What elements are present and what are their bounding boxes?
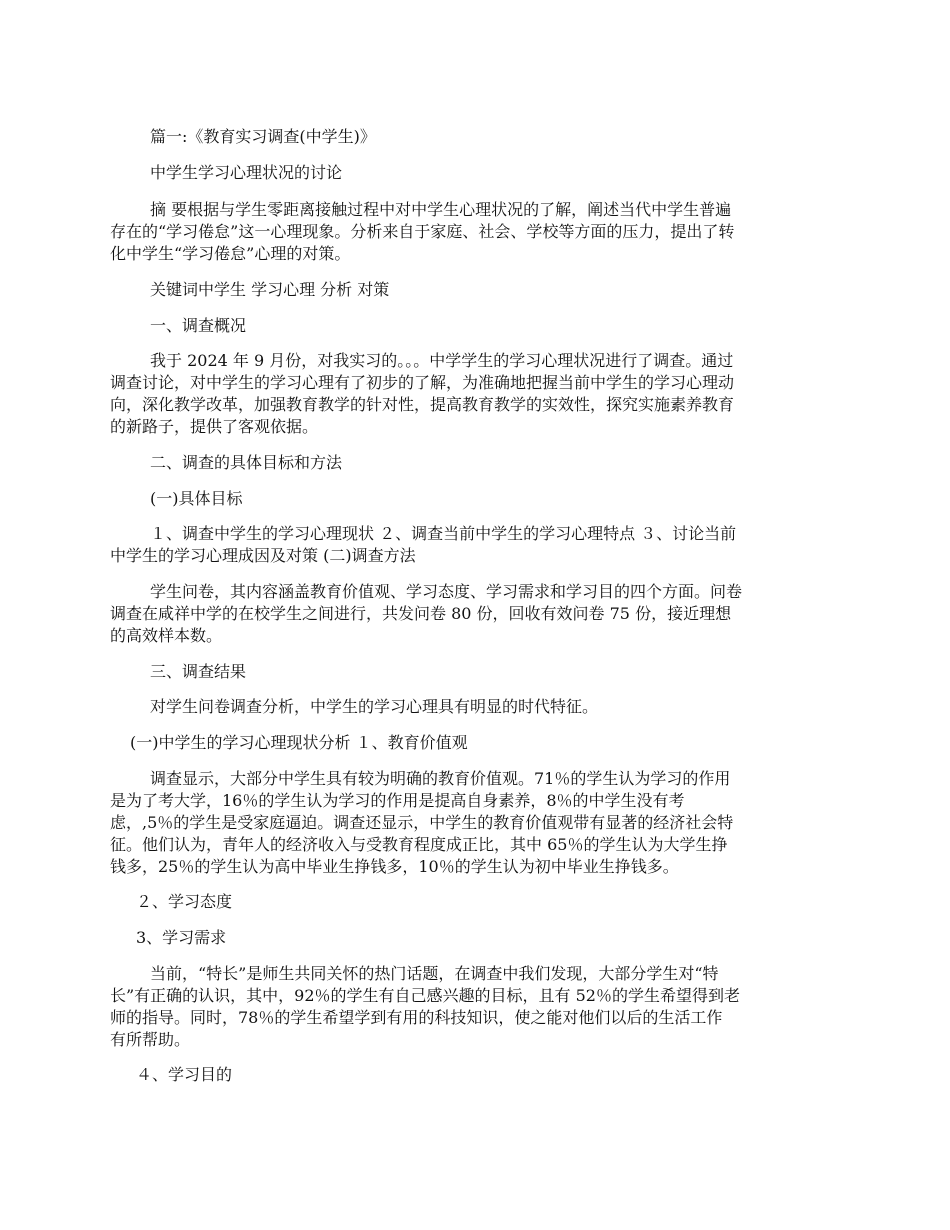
heading-results: 三、调查结果: [150, 662, 247, 681]
abstract-line-1: 摘 要根据与学生零距离接触过程中对中学生心理状况的了解，阐述当代中学生普遍: [150, 200, 732, 219]
objectives-line-1: １、调查中学生的学习心理现状 ２、调查当前中学生的学习心理特点 ３、讨论当前: [150, 524, 737, 543]
paper-title: 中学生学习心理状况的讨论: [150, 163, 343, 182]
subheading-goals: (一)具体目标: [150, 489, 243, 508]
keywords: 关键词中学生 学习心理 分析 对策: [150, 280, 390, 299]
overview-line-3: 向，深化教学改革，加强教育教学的针对性，提高教育教学的实效性，探究实施素养教育: [110, 395, 735, 414]
item-learning-attitude: ２、学习态度: [136, 892, 233, 911]
values-line-4: 征。他们认为，青年人的经济收入与受教育程度成正比，其中 65％的学生认为大学生挣: [110, 835, 728, 854]
method-line-3: 的高效样本数。: [110, 626, 223, 645]
section-title: 篇一:《教育实习调查(中学生)》: [150, 127, 376, 146]
method-line-2: 调查在咸祥中学的在校学生之间进行，共发问卷 80 份，回收有效问卷 75 份，接近理想: [110, 604, 732, 623]
needs-line-2: 长”有正确的认识，其中，92％的学生有自己感兴趣的目标，且有 52％的学生希望得到老: [110, 986, 740, 1005]
values-line-5: 钱多，25％的学生认为高中毕业生挣钱多，10％的学生认为初中毕业生挣钱多。: [110, 857, 679, 876]
overview-line-1: 我于 2024 年 9 月份，对我实习的。。。中学学生的学习心理状况进行了调查。通过: [150, 351, 734, 370]
abstract-line-2: 存在的“学习倦怠”这一心理现象。分析来自于家庭、社会、学校等方面的压力，提出了转: [110, 222, 735, 241]
heading-goals-methods: 二、调查的具体目标和方法: [150, 453, 343, 472]
results-intro: 对学生问卷调查分析，中学生的学习心理具有明显的时代特征。: [150, 697, 599, 716]
values-line-2: 是为了考大学，16％的学生认为学习的作用是提高自身素养，8％的中学生没有考: [110, 791, 685, 810]
method-line-1: 学生问卷，其内容涵盖教育价值观、学习态度、学习需求和学习目的四个方面。问卷: [150, 582, 743, 601]
item-learning-needs: 3、学习需求: [136, 928, 227, 947]
overview-line-4: 的新路子，提供了客观依据。: [110, 417, 319, 436]
values-line-1: 调查显示，大部分中学生具有较为明确的教育价值观。71％的学生认为学习的作用: [150, 769, 731, 788]
results-subheading: (一)中学生的学习心理现状分析 １、教育价值观: [130, 733, 468, 752]
abstract-line-3: 化中学生“学习倦怠”心理的对策。: [110, 244, 351, 263]
needs-line-4: 有所帮助。: [110, 1030, 191, 1049]
heading-survey-overview: 一、调查概况: [150, 316, 247, 335]
needs-line-1: 当前，“特长”是师生共同关怀的热门话题，在调查中我们发现，大部分学生对“特: [150, 964, 719, 983]
overview-line-2: 调查讨论，对中学生的学习心理有了初步的了解，为准确地把握当前中学生的学习心理动: [110, 373, 735, 392]
item-learning-purpose: ４、学习目的: [136, 1065, 233, 1084]
values-line-3: 虑，,5％的学生是受家庭逼迫。调查还显示，中学生的教育价值观带有显著的经济社会特: [110, 813, 734, 832]
objectives-line-2: 中学生的学习心理成因及对策 (二)调查方法: [110, 546, 416, 565]
needs-line-3: 师的指导。同时，78％的学生希望学到有用的科技知识，使之能对他们以后的生活工作: [110, 1008, 723, 1027]
